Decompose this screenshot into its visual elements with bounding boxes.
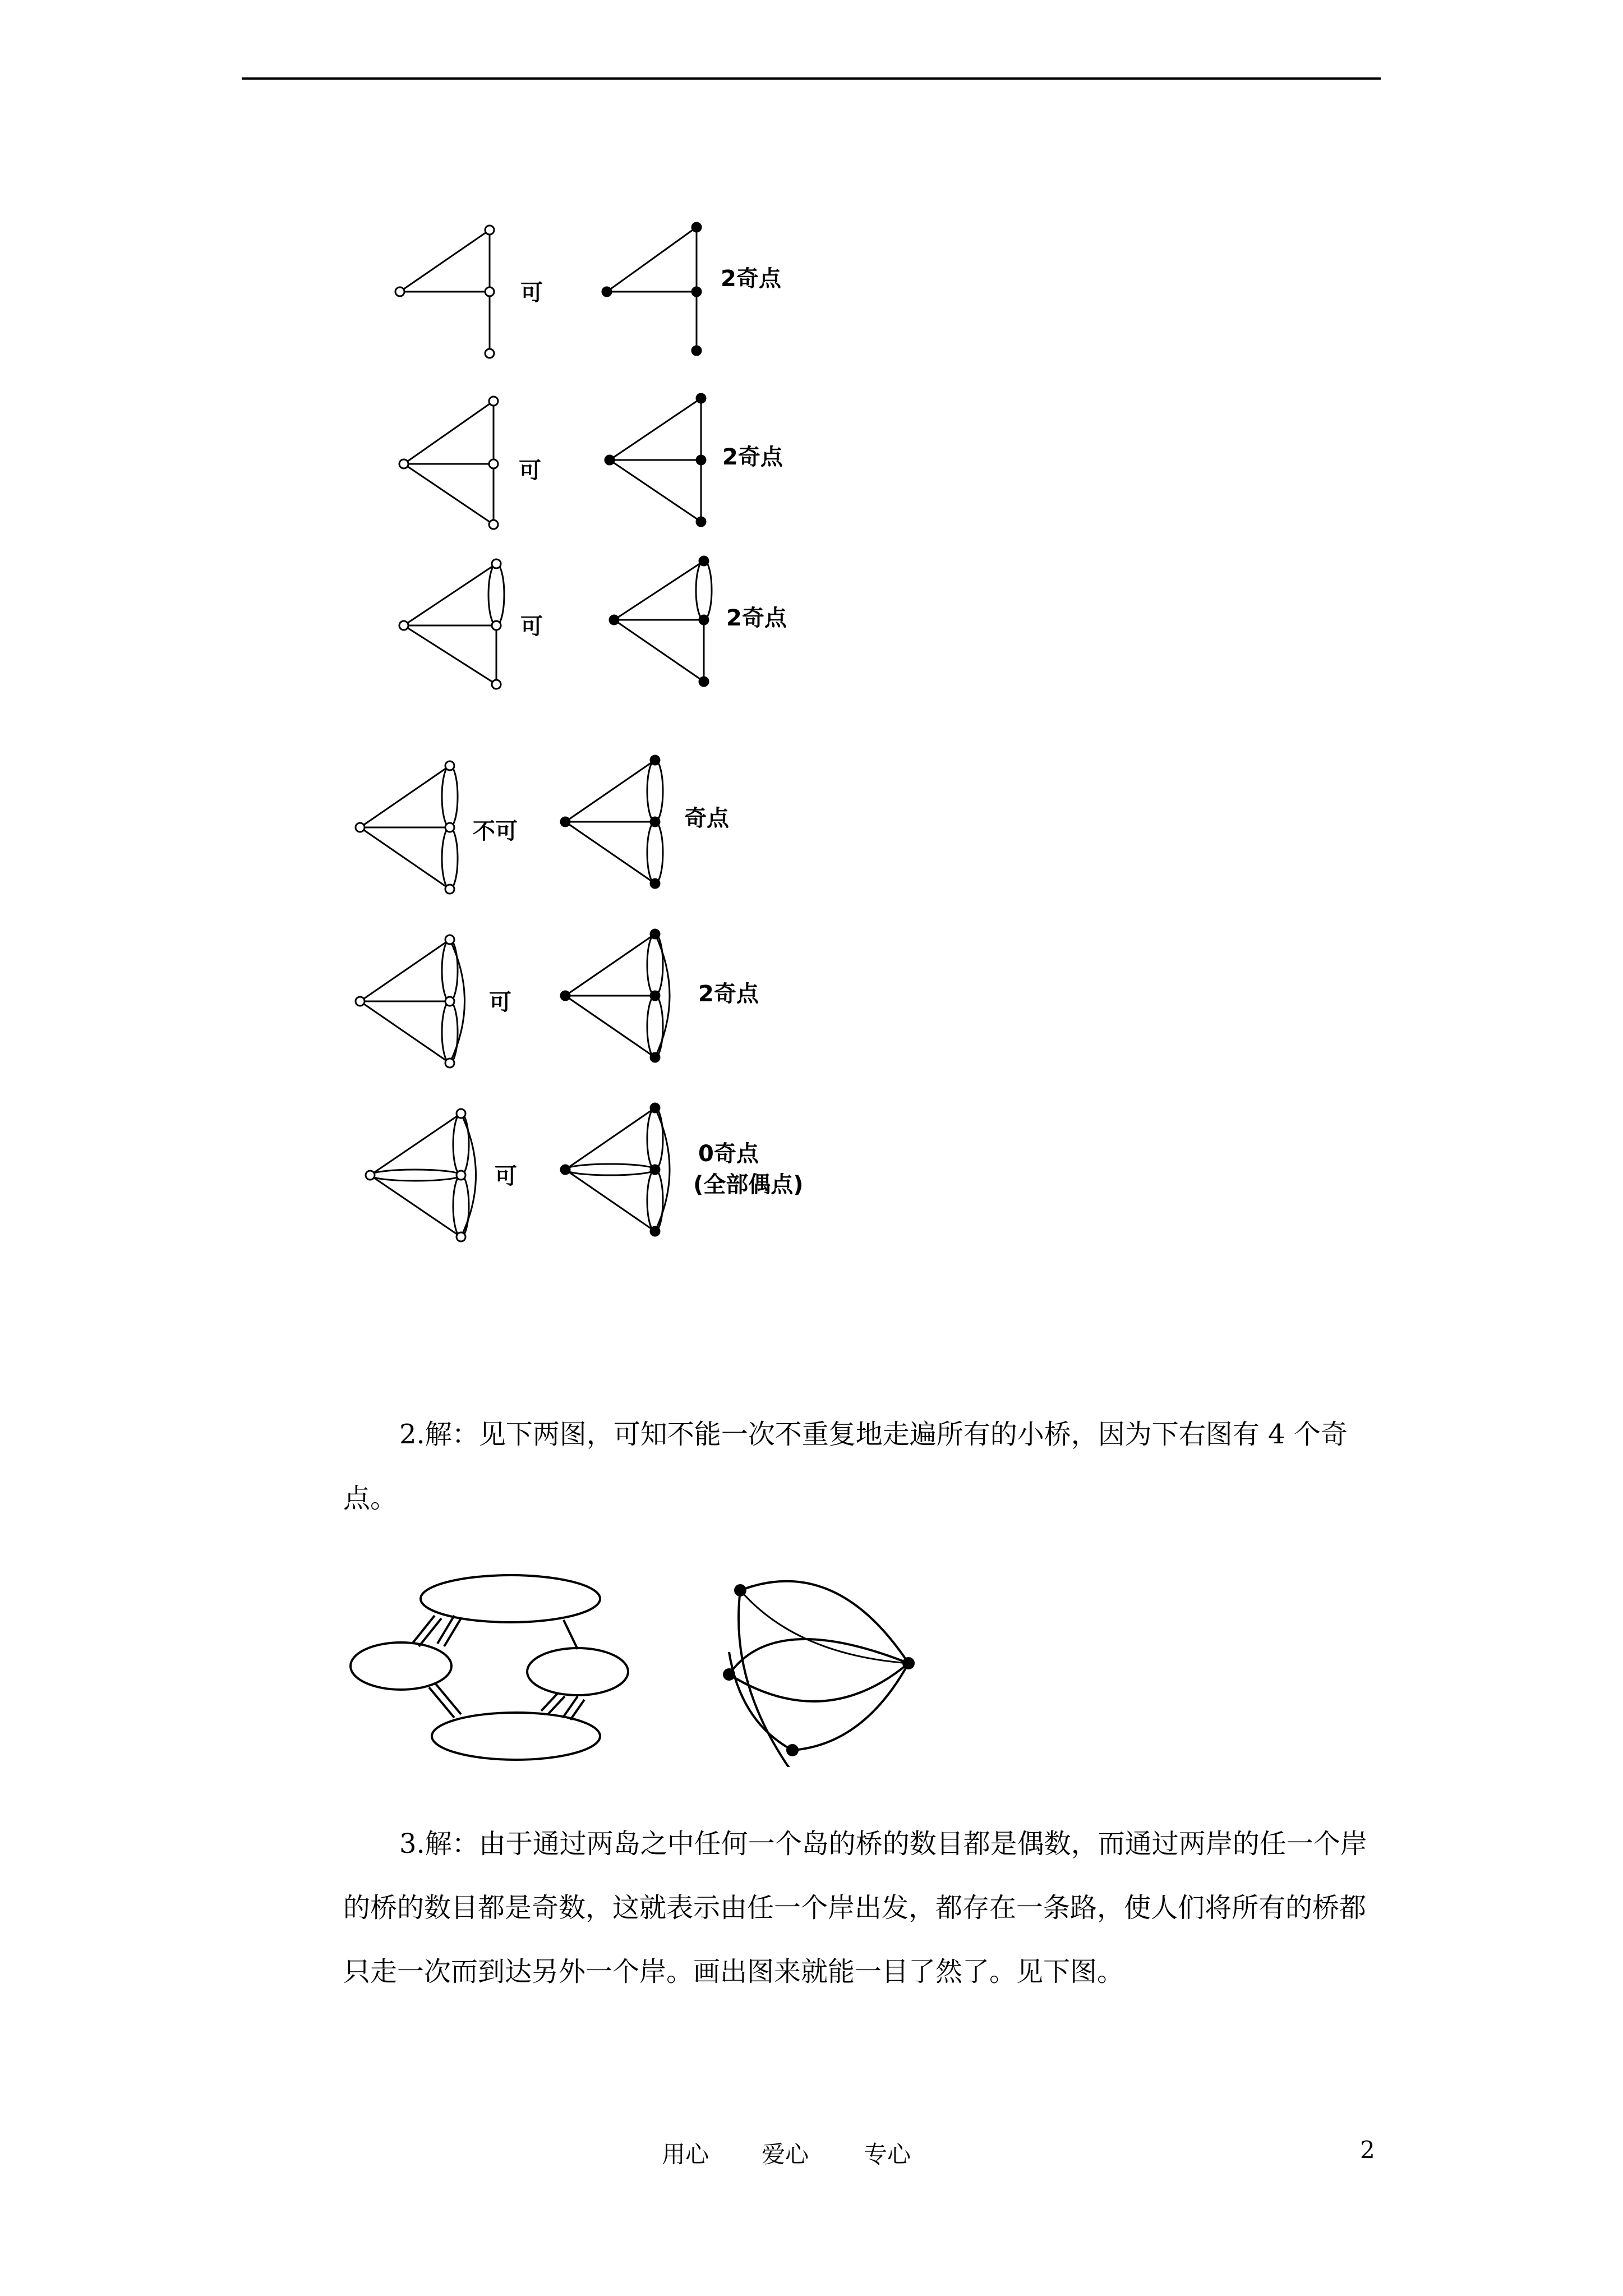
islands-and-bridges-map xyxy=(351,1575,628,1760)
graph-row-2-right xyxy=(605,394,706,526)
row-3-left-label: 可 xyxy=(520,614,543,639)
graph-row-1-left xyxy=(395,226,494,358)
footer-item-1: 用心 xyxy=(662,2141,709,2168)
graph-row-5-left xyxy=(356,935,465,1068)
row-2-left-label: 可 xyxy=(519,458,541,484)
graph-row-3-left xyxy=(399,559,504,689)
row-6-right-label: 0奇点 xyxy=(698,1141,759,1167)
graph-row-6-left xyxy=(366,1109,476,1241)
row-5-left-label: 可 xyxy=(489,990,511,1015)
header-rule xyxy=(242,77,1381,80)
page-number: 2 xyxy=(1360,2136,1375,2164)
row-4-left-label: 不可 xyxy=(473,818,518,844)
row-4-right-label: 奇点 xyxy=(684,806,729,831)
row-1-left-label: 可 xyxy=(520,280,543,306)
graph-row-6-right xyxy=(561,1103,670,1236)
solution-3-paragraph: 3.解：由于通过两岛之中任何一个岛的桥的数目都是偶数，而通过两岸的任一个岸的桥的数目都是奇数，这就表示由任一个岸出发，都存在一条路，使人们将所有的桥都只走一次而到达另外一个岸。画出图来就能一目了然了。见下图。 xyxy=(343,1828,1367,1987)
row-3-right-label: 2奇点 xyxy=(726,605,787,631)
graph-row-3-right xyxy=(610,556,712,686)
bridge-figures xyxy=(348,1559,937,1767)
footer-item-3: 专心 xyxy=(864,2141,911,2168)
graph-row-5-right xyxy=(561,930,670,1062)
graph-row-4-left xyxy=(356,761,458,894)
bridge-graph-4-odd-vertices xyxy=(724,1581,914,1767)
row-1-right-label: 2奇点 xyxy=(721,266,781,292)
euler-path-figures xyxy=(314,202,987,1268)
row-5-right-label: 2奇点 xyxy=(698,981,759,1007)
row-6-right-label-2: (全部偶点) xyxy=(693,1172,804,1198)
graph-row-1-right xyxy=(602,223,701,355)
graph-row-4-right xyxy=(561,756,663,888)
footer-item-2: 爱心 xyxy=(762,2141,809,2168)
solution-2-paragraph: 2.解：见下两图，可知不能一次不重复地走遍所有的小桥，因为下右图有 4 个奇点。 xyxy=(343,1419,1348,1514)
row-2-right-label: 2奇点 xyxy=(722,444,783,470)
graph-row-2-left xyxy=(399,397,498,529)
row-6-left-label: 可 xyxy=(495,1163,517,1189)
